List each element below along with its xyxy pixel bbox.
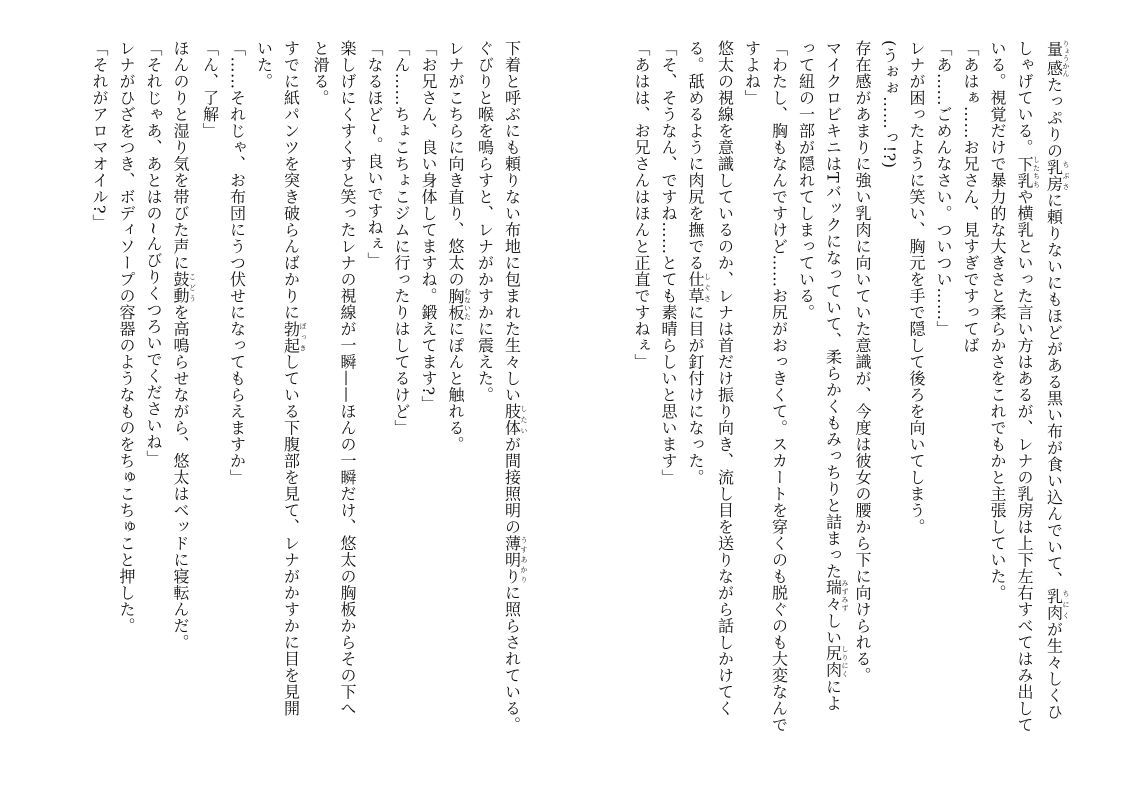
right-page xyxy=(600,40,1070,755)
text-line: 「ん……ちょこちょこジムに行ったりはしてるけど」 xyxy=(392,40,411,436)
text-line: 「わたし、胸もなんですけど……お尻がおっきくて。スカートを穿くのも脱ぐのも大変なんで xyxy=(769,40,789,733)
text-line: って紐の一部が隠れてしまっている。 xyxy=(796,40,816,321)
text-line: 「そ、そうなん、ですね……とても素晴らしいと思います」 xyxy=(659,40,678,486)
furigana: 乳肉ちにく xyxy=(1044,587,1070,621)
text-line: 「それがアロマオイル?」 xyxy=(90,40,109,231)
text-line: ぐびりと喉を鳴らすと、レナがかすかに震えた。 xyxy=(475,40,495,403)
text-line: 下着と呼ぶにも頼りない布地に包まれた生々しい肢体したいが間接照明の薄明りうすあかりに照らされている。 xyxy=(502,40,528,733)
furigana: 乳房ちぶさ xyxy=(1044,158,1070,192)
text-line: すでに紙パンツを突き破らんばかりに勃起ぼっきしている下腹部を見て、レナがかすかに目を見開 xyxy=(281,40,307,717)
furigana: 瑞々みずみず xyxy=(823,579,849,613)
text-line: 「……それじゃ、お布団にうつ伏せになってもらえますか」 xyxy=(227,40,247,486)
text-line: いる。視覚だけで暴力的な大きさと柔らかさをこれでもかと主張していた。 xyxy=(988,40,1007,601)
furigana: 鼓動こどう xyxy=(171,271,197,304)
text-line: 量感りょうかんたっぷりの乳房ちぶさに頼りないにもほどがある黒い布が食い込んでいて、乳肉ちにくが生々しくひ xyxy=(1044,40,1070,720)
text-line: 「お兄さん、良い身体してますね。鍛えてます?」 xyxy=(419,40,438,413)
text-line: レナがこちらに向き直り、悠太の胸板むないたにぽんと触れる。 xyxy=(446,40,472,453)
furigana: 胸板むないた xyxy=(446,287,472,321)
text-line: 「ん、了解」 xyxy=(200,40,220,139)
left-page xyxy=(58,40,528,755)
furigana: 勃起ぼっき xyxy=(281,320,307,354)
text-line: る。舐めるように肉尻を撫でる仕草しぐさに目が釘付けになった。 xyxy=(686,40,712,486)
text-line: 「あはは、お兄さんはほんと正直ですねぇ」 xyxy=(632,40,651,370)
text-line: マイクロビキニはTバックになっていて、柔らかくもみっちりと詰まった瑞々みずみずしい尻肉しりにくによ xyxy=(823,40,849,712)
text-line: 楽しげにくすくすと笑ったレナの視線が一瞬——ほんの一瞬だけ、悠太の胸板からその下へ xyxy=(338,40,357,717)
text-line: 「それじゃあ、あとはの~んびりくつろいでくださいね」 xyxy=(144,40,163,467)
furigana: 肢体したい xyxy=(502,403,528,436)
text-line: と滑る。 xyxy=(311,40,330,106)
furigana: 下乳したちち xyxy=(1015,155,1041,189)
furigana: 量感りょうかん xyxy=(1044,40,1070,78)
text-line: 存在感があまりに強い乳肉に向いていた意識が、今度は彼女の腰から下に向けられる。 xyxy=(853,40,872,684)
text-line: 「なるほど~。良いですねぇ」 xyxy=(365,40,384,269)
text-line: レナがひざをつき、ボディソープの容器のようなものをちゅこちゅこと押した。 xyxy=(117,40,136,634)
text-line: レナが困ったように笑い、胸元を手で隠して後ろを向いてしまう。 xyxy=(907,40,926,535)
text-line: 「あはぁ……お兄さん、見すぎですってば xyxy=(961,40,980,354)
text-line: すよね」 xyxy=(742,40,762,106)
text-line: 「あ……ごめんなさい。ついつい……」 xyxy=(934,40,953,337)
furigana: 尻肉しりにく xyxy=(823,645,849,679)
text-line: ほんのりと湿り気を帯びた声に鼓動こどうを高鳴らせながら、悠太はベッドに寝転んだ。 xyxy=(171,40,197,651)
text-line: しゃげている。下乳したちちや横乳といった言い方はあるが、レナの乳房は上下左右すべてはみ出して xyxy=(1015,40,1041,733)
text-line: (うぉぉ……っ!?) xyxy=(880,40,899,169)
text-line: 悠太の視線を意識しているのか、レナは首だけ振り向き、流し目を送りながら話しかけてく xyxy=(715,40,735,717)
furigana: 薄明りうすあかり xyxy=(502,535,528,585)
text-line: いた。 xyxy=(254,40,274,90)
furigana: 仕草しぐさ xyxy=(686,271,712,304)
